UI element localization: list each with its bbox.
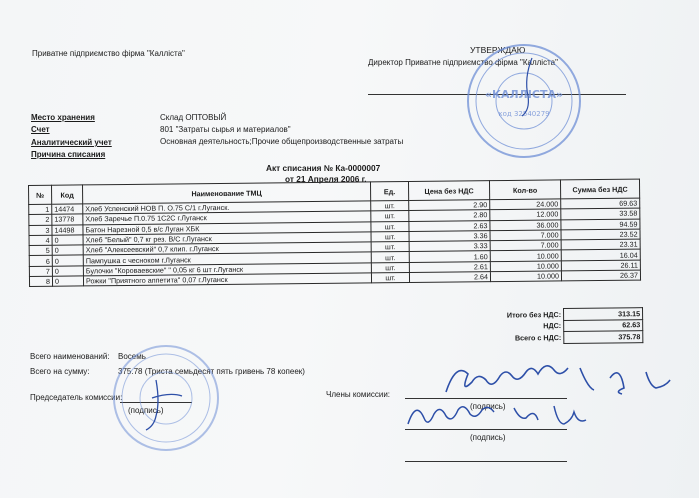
row-name: Хлеб Успенский НОВ П. О.75 С/1 г.Луганск. xyxy=(83,201,371,214)
header-unit: Ед. xyxy=(370,182,408,201)
header-name: Наименование ТМЦ xyxy=(83,182,371,204)
total-label: Итого без НДС: xyxy=(506,309,562,320)
items-table xyxy=(28,179,641,288)
row-code: 14474 xyxy=(52,204,83,215)
row-number: 6 xyxy=(29,256,52,267)
members-label: Члены комиссии: xyxy=(326,390,391,399)
row-code: 0 xyxy=(52,245,83,256)
field-label-storage: Место хранения xyxy=(31,113,95,122)
header-price: Цена без НДС xyxy=(408,181,489,201)
row-sum: 16.04 xyxy=(561,250,640,261)
approve-title: УТВЕРЖДАЮ xyxy=(470,45,526,55)
member-signature-2 xyxy=(404,396,604,436)
row-number: 8 xyxy=(29,276,52,287)
row-sum: 26.11 xyxy=(561,260,640,271)
row-sum: 94.59 xyxy=(561,219,640,230)
round-stamp-top xyxy=(462,40,586,162)
row-qty: 36.000 xyxy=(490,220,561,231)
row-code: 14498 xyxy=(52,225,83,236)
row-qty: 12.000 xyxy=(490,209,561,220)
act-title: Акт списания № Ка-0000007 xyxy=(266,163,381,173)
field-value-storage: Склад ОПТОВЫЙ xyxy=(160,113,227,122)
member-signature-line-3 xyxy=(405,461,567,462)
row-unit: шт. xyxy=(371,211,409,222)
row-sum: 23.52 xyxy=(561,229,640,240)
company-name: Приватне підприємство фірма "Калліста" xyxy=(32,49,185,58)
field-label-reason: Причина списания xyxy=(31,150,106,159)
row-qty: 7.000 xyxy=(490,230,561,241)
total-label: НДС: xyxy=(543,321,562,331)
row-qty: 10.000 xyxy=(490,261,561,272)
row-price: 1.60 xyxy=(409,251,490,262)
row-name: Пампушка с чесноком г.Луганск xyxy=(83,252,371,265)
row-name: Рожки "Приятного аппетита" 0,07 г.Луганск xyxy=(83,273,371,286)
field-value-analytics: Основная деятельность;Прочие общепроизводственные затраты xyxy=(160,137,404,146)
header-number: № xyxy=(29,185,52,204)
row-sum: 33.58 xyxy=(561,208,640,219)
header-qty: Кол-во xyxy=(489,180,560,200)
row-number: 7 xyxy=(29,266,52,277)
header-sum: Сумма без НДС xyxy=(560,179,639,199)
total-label: Всего с НДС: xyxy=(514,332,562,343)
row-price: 2.61 xyxy=(409,261,490,272)
row-number: 1 xyxy=(29,204,52,215)
member-signature-caption-2: (подпись) xyxy=(470,433,506,442)
row-price: 2.64 xyxy=(409,272,490,283)
member-signature-caption-1: (подпись) xyxy=(470,402,506,411)
row-qty: 24.000 xyxy=(490,199,561,210)
row-qty: 7.000 xyxy=(490,240,561,251)
count-label: Всего наименований: xyxy=(30,352,110,361)
stamp-name: «КАЛЛІСТА» xyxy=(484,88,564,101)
row-unit: шт. xyxy=(371,201,409,212)
count-value: Восемь xyxy=(118,352,146,361)
approve-subtitle: Директор Приватне підприємство фірма "Калліста" xyxy=(368,58,558,67)
row-code: 13778 xyxy=(52,214,83,225)
row-sum: 26.37 xyxy=(561,270,640,281)
row-name: Хлеб Заречье П.0.75 1С2С г.Луганск xyxy=(83,211,371,224)
row-sum: 69.63 xyxy=(561,198,640,209)
field-value-account: 801 "Затраты сырья и материалов" xyxy=(160,125,291,134)
row-unit: шт. xyxy=(371,231,409,242)
row-code: 0 xyxy=(52,235,83,246)
row-unit: шт. xyxy=(371,252,409,263)
row-unit: шт. xyxy=(371,242,409,253)
row-price: 2.90 xyxy=(409,200,490,211)
total-row xyxy=(466,331,643,344)
row-price: 3.36 xyxy=(409,231,490,242)
chairman-label: Председатель комиссии: xyxy=(30,393,123,402)
amount-label: Всего на сумму: xyxy=(30,367,90,376)
row-number: 4 xyxy=(29,235,52,246)
row-code: 0 xyxy=(52,276,83,287)
row-price: 2.80 xyxy=(409,210,490,221)
stamp-code: код 32540279 xyxy=(498,110,550,118)
row-unit: шт. xyxy=(371,221,409,232)
row-number: 3 xyxy=(29,225,52,236)
row-unit: шт. xyxy=(371,262,409,273)
row-name: Хлеб "Белый" 0,7 кг рез. В/С г.Луганск xyxy=(83,232,371,245)
field-label-analytics: Аналитический учет xyxy=(31,138,112,147)
row-name: Батон Нарезной 0,5 в/с Луган ХБК xyxy=(83,222,371,235)
row-price: 3.33 xyxy=(409,241,490,252)
header-code: Код xyxy=(52,185,83,204)
amount-value: 375.78 (Триста семьдесят пять гривень 78 копеек) xyxy=(118,367,305,376)
total-value: 62.63 xyxy=(564,319,643,331)
row-qty: 10.000 xyxy=(490,250,561,261)
row-qty: 10.000 xyxy=(490,271,561,282)
chairman-signature-caption: (подпись) xyxy=(128,406,164,415)
field-label-account: Счет xyxy=(31,125,50,134)
row-sum: 23.31 xyxy=(561,239,640,250)
act-date: от 21 Апреля 2006 г. xyxy=(285,174,367,184)
row-code: 0 xyxy=(52,266,83,277)
total-value: 313.15 xyxy=(563,308,642,320)
row-name: Булочки "Короваевские" " 0,05 кг 6 шт г.Луганск xyxy=(83,263,371,276)
row-number: 2 xyxy=(29,215,52,226)
row-code: 0 xyxy=(52,255,83,266)
row-price: 2.63 xyxy=(409,220,490,231)
row-number: 5 xyxy=(29,245,52,256)
totals-table xyxy=(466,307,643,344)
round-stamp-bottom xyxy=(108,340,224,456)
row-name: Хлеб "Алексеевский" 0,7 клип. г.Луганск xyxy=(83,242,371,255)
total-value: 375.78 xyxy=(564,331,643,343)
row-unit: шт. xyxy=(371,273,409,284)
